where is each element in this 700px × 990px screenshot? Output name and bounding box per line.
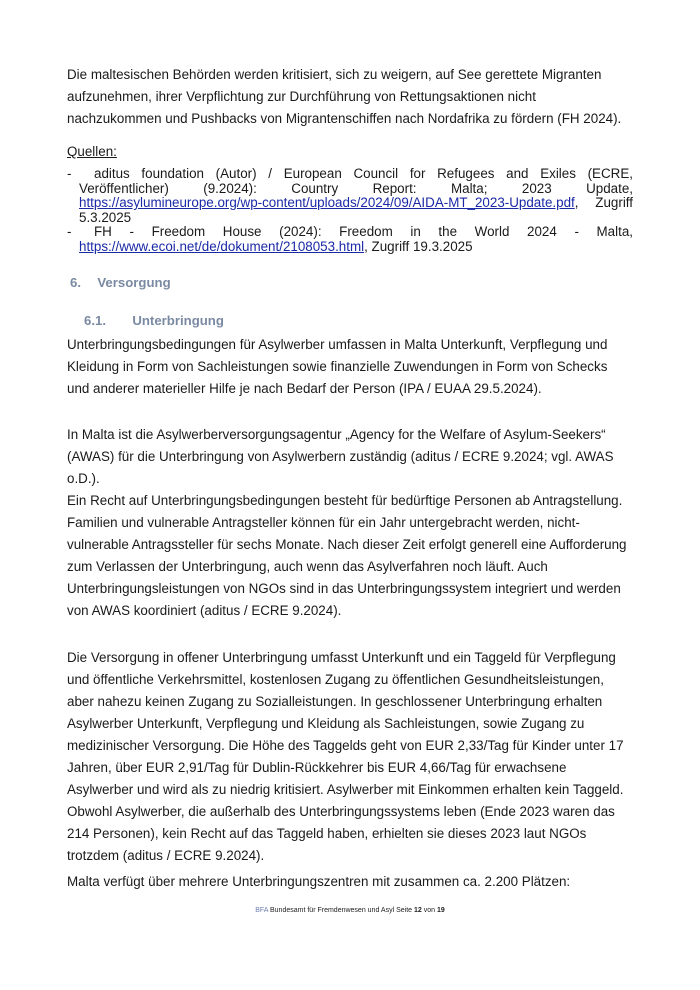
section-heading (70, 275, 171, 290)
footer-page-total: 19 (437, 907, 445, 914)
subsection-title: Unterbringung (132, 313, 224, 328)
source-access-date: , Zugriff 5.3.2025 (79, 195, 633, 225)
footer-page-current: 12 (414, 907, 422, 914)
subsection-heading (84, 313, 224, 328)
footer-org-short: BFA (255, 907, 269, 914)
source-link[interactable]: https://asylumineurope.org/wp-content/uploads/2024/09/AIDA-MT_2023-Update.pdf (79, 195, 575, 210)
sources-title: Quellen: (67, 144, 117, 159)
footer-org-full: Bundesamt für Fremdenwesen und Asyl (270, 907, 395, 914)
source-link[interactable]: https://www.ecoi.net/de/dokument/2108053.html (79, 238, 365, 254)
paragraph: Unterbringungsbedingungen für Asylwerber umfassen in Malta Unterkunft, Verpflegung und Kleidung in Form von Sachleistungen sowie finanzielle Zuwendungen in Form von Schecks und anderer materieller Hilfe je nach Bedarf der Person (IPA / EUAA 29.5.2024). (67, 337, 608, 396)
paragraph: In Malta ist die Asylwerberversorgungsagentur „Agency for the Welfare of Asylum-Seekers“ (AWAS) für die Unterbringung von Asylwerbern zuständig (aditus / ECRE 9.2024; vgl. AWAS o.D.). (67, 427, 614, 486)
source-item (67, 167, 633, 225)
paragraph: Ein Recht auf Unterbringungsbedingungen besteht für bedürftige Personen ab Antragstellung. Familien und vulnerable Antragsteller können für ein Jahr untergebracht werden, nicht-vulnerable Antragssteller für sechs Monate. Nach dieser Zeit erfolgt generell eine Aufforderung zum Verlassen der Unterbringung, auch wenn das Asylverfahren noch läuft. Auch Unterbringungsleistungen von NGOs sind in das Unterbringungssystem integriert und werden von AWAS koordiniert (aditus / ECRE 9.2024). (67, 493, 627, 618)
source-access-date: , Zugriff 19.3.2025 (364, 238, 473, 254)
intro-paragraph: Die maltesischen Behörden werden kritisiert, sich zu weigern, auf See gerettete Migranten aufzunehmen, ihrer Verpflichtung zur Durchführung von Rettungsaktionen nicht nachzukommen und Pushbacks von Migrantenschiffen nach Nordafrika zu fördern (FH 2024). (67, 67, 622, 126)
section-number: 6. (70, 275, 81, 290)
source-item (67, 225, 633, 254)
paragraph: Malta verfügt über mehrere Unterbringungszentren mit zusammen ca. 2.200 Plätzen: (67, 874, 571, 889)
section-title: Versorgung (97, 275, 171, 290)
list-dash: - (67, 166, 72, 181)
source-text: FH - Freedom House (2024): Freedom in the World 2024 - Malta, (94, 224, 633, 239)
page-footer (0, 907, 700, 914)
list-dash: - (67, 224, 72, 239)
footer-page-word: Seite (396, 907, 413, 914)
paragraph: Die Versorgung in offener Unterbringung umfasst Unterkunft und ein Taggeld für Verpflegung und öffentliche Verkehrsmittel, kostenlosen Zugang zu öffentlichen Gesundheitsleistungen, aber nahezu keinen Zugang zu Sozialleistungen. In geschlossener Unterbringung erhalten Asylwerber Unterkunft, Verpflegung und Kleidung als Sachleistungen, sowie Zugang zu medizinischer Versorgung. Die Höhe des Taggelds geht von EUR 2,33/Tag für Kinder unter 17 Jahren, über EUR 2,91/Tag für Dublin-Rückkehrer bis EUR 4,66/Tag für erwachsene Asylwerber und wird als zu niedrig kritisiert. Asylwerber mit Einkommen erhalten kein Taggeld. Obwohl Asylwerber, die außerhalb des Unterbringungssystems leben (Ende 2023 waren das 214 Personen), kein Recht auf das Taggeld haben, erhielten sie dieses 2023 laut NGOs trotzdem (aditus / ECRE 9.2024). (67, 650, 624, 863)
footer-page-of: von (423, 907, 436, 914)
sources-block (67, 144, 633, 254)
source-text: aditus foundation (Autor) / European Council for Refugees and Exiles (ECRE, Veröffentlicher) (9.2024): Country Report: Malta; 2023 Update, (79, 166, 633, 196)
subsection-number: 6.1. (84, 313, 106, 328)
